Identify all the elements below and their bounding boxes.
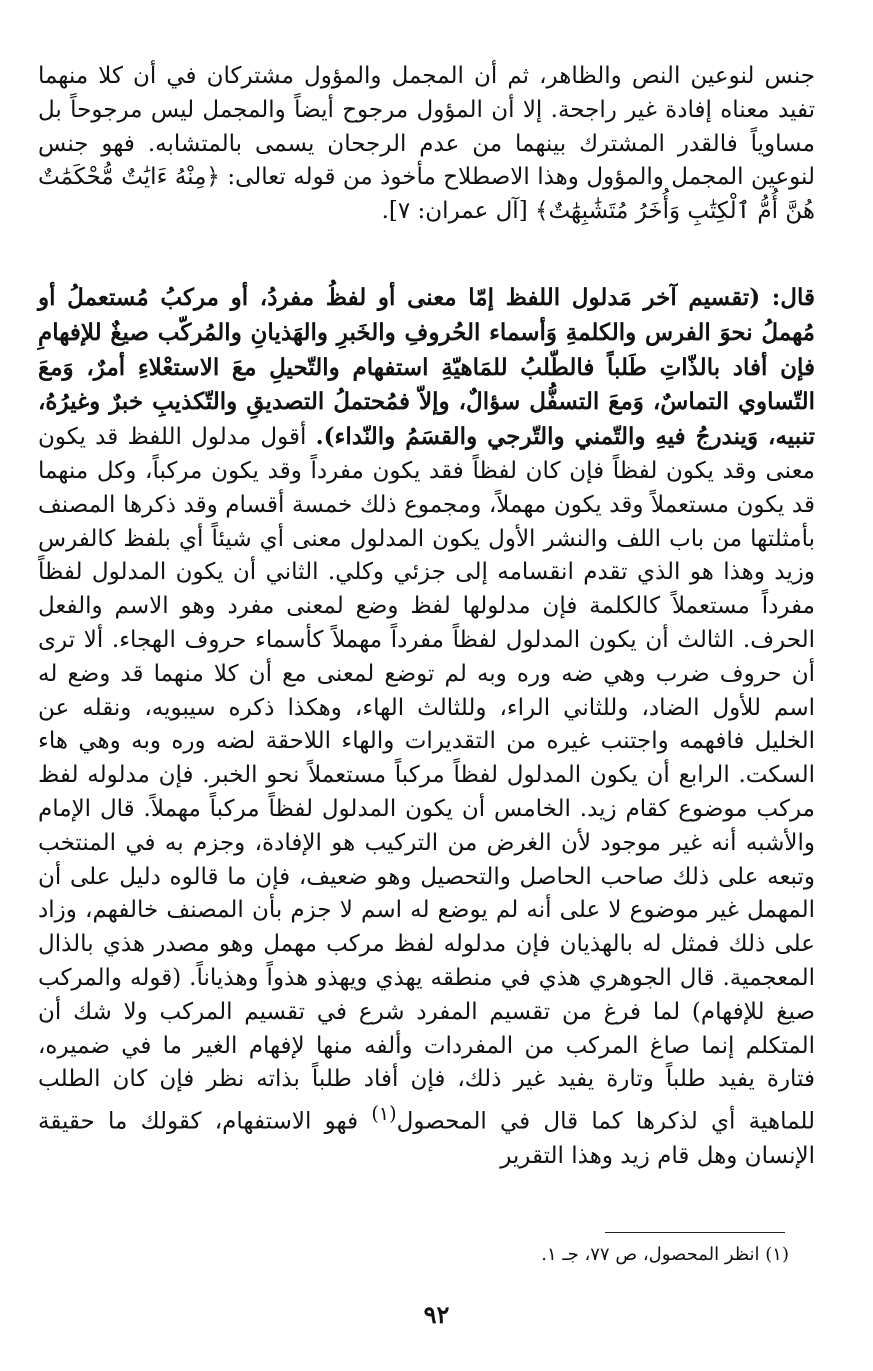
commentary-text: أقول مدلول اللفظ قد يكون معنى وقد يكون لفظاً فإن كان لفظاً فقد يكون مفرداً وقد يكون مركباً، وكل منهما قد يكون مستعملاً وقد يكون مهملاً، ومجموع ذلك خمسة أقسام وقد ذكرها المصنف بأمثلتها من باب اللف والنشر الأول يكون المدلول معنى أي شيئاً أي بلفظ كالفرس وزيد وهذا هو الذي تقدم انقسامه إلى جزئي وكلي. الثاني أن يكون المدلول لفظاً مفرداً مستعملاً كالكلمة فإن مدلولها لفظ وضع لمعنى مفرد وهو الاسم والفعل الحرف. الثالث أن يكون المدلول لفظاً مفرداً مهملاً كأسماء حروف الهجاء. ألا ترى أن حروف ضرب وهي ضه وره وبه لم توضع لمعنى مع أن كلا منهما قد وضع له اسم للأول الضاد، وللثاني الراء، وللثالث الهاء، وهكذا ذكره سيبويه، ونقله عن الخليل فافهمه واجتنب غيره من التقديرات والهاء اللاحقة لضه وره وبه وهي هاء السكت. الرابع أن يكون المدلول لفظاً مركباً مستعملاً نحو الخبر. فإن مدلوله لفظ مركب موضوع كقام زيد. الخامس أن يكون المدلول لفظاً مركباً مهملاً. قال الإمام والأشبه أنه غير موجود لأن الغرض من التركيب هو الإفادة، وجزم به في المنتخب وتبعه على ذلك صاحب الحاصل والتحصيل وهو ضعيف، فإن ما قالوه دليل على أن المهمل غير موضوع لا على أنه لم يوضع له اسم لا جزم بأن المصنف خالفهم، وزاد على ذلك فمثل له بالهذيان فإن مدلوله لفظ مركب مهمل وهو مصدر هذي بالذال المعجمية. قال الجوهري هذي في منطقه يهذي ويهذو هذواً وهذياناً. (قوله والمركب صيغ للإفهام) لما فرغ من تقسيم المفرد شرع في تقسيم المركب ولا شك أن المتكلم إنما صاغ المركب من المفردات وألفه منها لإفهام الغير ما في ضميره، فتارة يفيد طلباً وتارة يفيد غير ذلك، فإن أفاد طلباً بذاته نظر فإن كان الطلب للماهية أي لذكرها كما قال في المحصول <box>38 424 816 1135</box>
footnote: (١) انظر المحصول، ص ٧٧، جـ ١. <box>541 1244 789 1265</box>
quoted-matn: قال: (تقسيم آخر مَدلول اللفظ إمّا معنى أو لفظُ مفردُ، أو مركبُ مُستعملُ أو مُهملُ نحوَ الفرس والكلمةِ وَأسماء الحُروفِ والخَبرِ والهَذيانِ والمُركّب صيغٌ للإفهامِ فإن أفاد بالذّاتِ طَلباً فالطّلبُ للمَاهيّةِ استفهام والتّحيلِ معَ الاستعْلاءِ أمرٌ، وَمعَ التّساوي التماسٌ، وَمعَ التسفُّل سؤالٌ، وإلاّ فمُحتملُ التصديقِ والتّكذيبِ خبرٌ وغيرُهُ، تنبيه، وَيندرجُ فيهِ والتّمني والتّرجي والقسَمُ والنّداء). <box>38 284 816 451</box>
footnote-divider <box>605 1232 785 1233</box>
paragraph-1-text: جنس لنوعين النص والظاهر، ثم أن المجمل والمؤول مشتركان في أن كلا منهما تفيد معناه إفادة غير راجحة. إلا أن المؤول مرجوح أيضاً والمجمل ليس مرجوحاً بل مساوياً فالقدر المشترك بينهما من عدم الرجحان يسمى بالمتشابه. فهو جنس لنوعين المجمل والمؤول وهذا الاصطلاح مأخوذ من قوله تعالى: ﴿مِنْهُ ءَايَٰتٌ مُّحْكَمَٰتٌ هُنَّ أُمُّ ٱلْكِتَٰبِ وَأُخَرُ مُتَشَٰبِهَٰتٌ﴾ [آل عمران: ٧]. <box>38 63 815 225</box>
paragraph-2-body <box>38 281 815 1173</box>
footnote-reference: (١) <box>371 1102 397 1126</box>
commentary-text-end: فهو الاستفهام، كقولك ما حقيقة الإنسان وهل قام زيد وهذا التقرير <box>38 1108 815 1169</box>
paragraph-2 <box>38 281 815 1173</box>
paragraph-1 <box>38 60 815 229</box>
page-number: ٩٢ <box>423 1300 450 1329</box>
